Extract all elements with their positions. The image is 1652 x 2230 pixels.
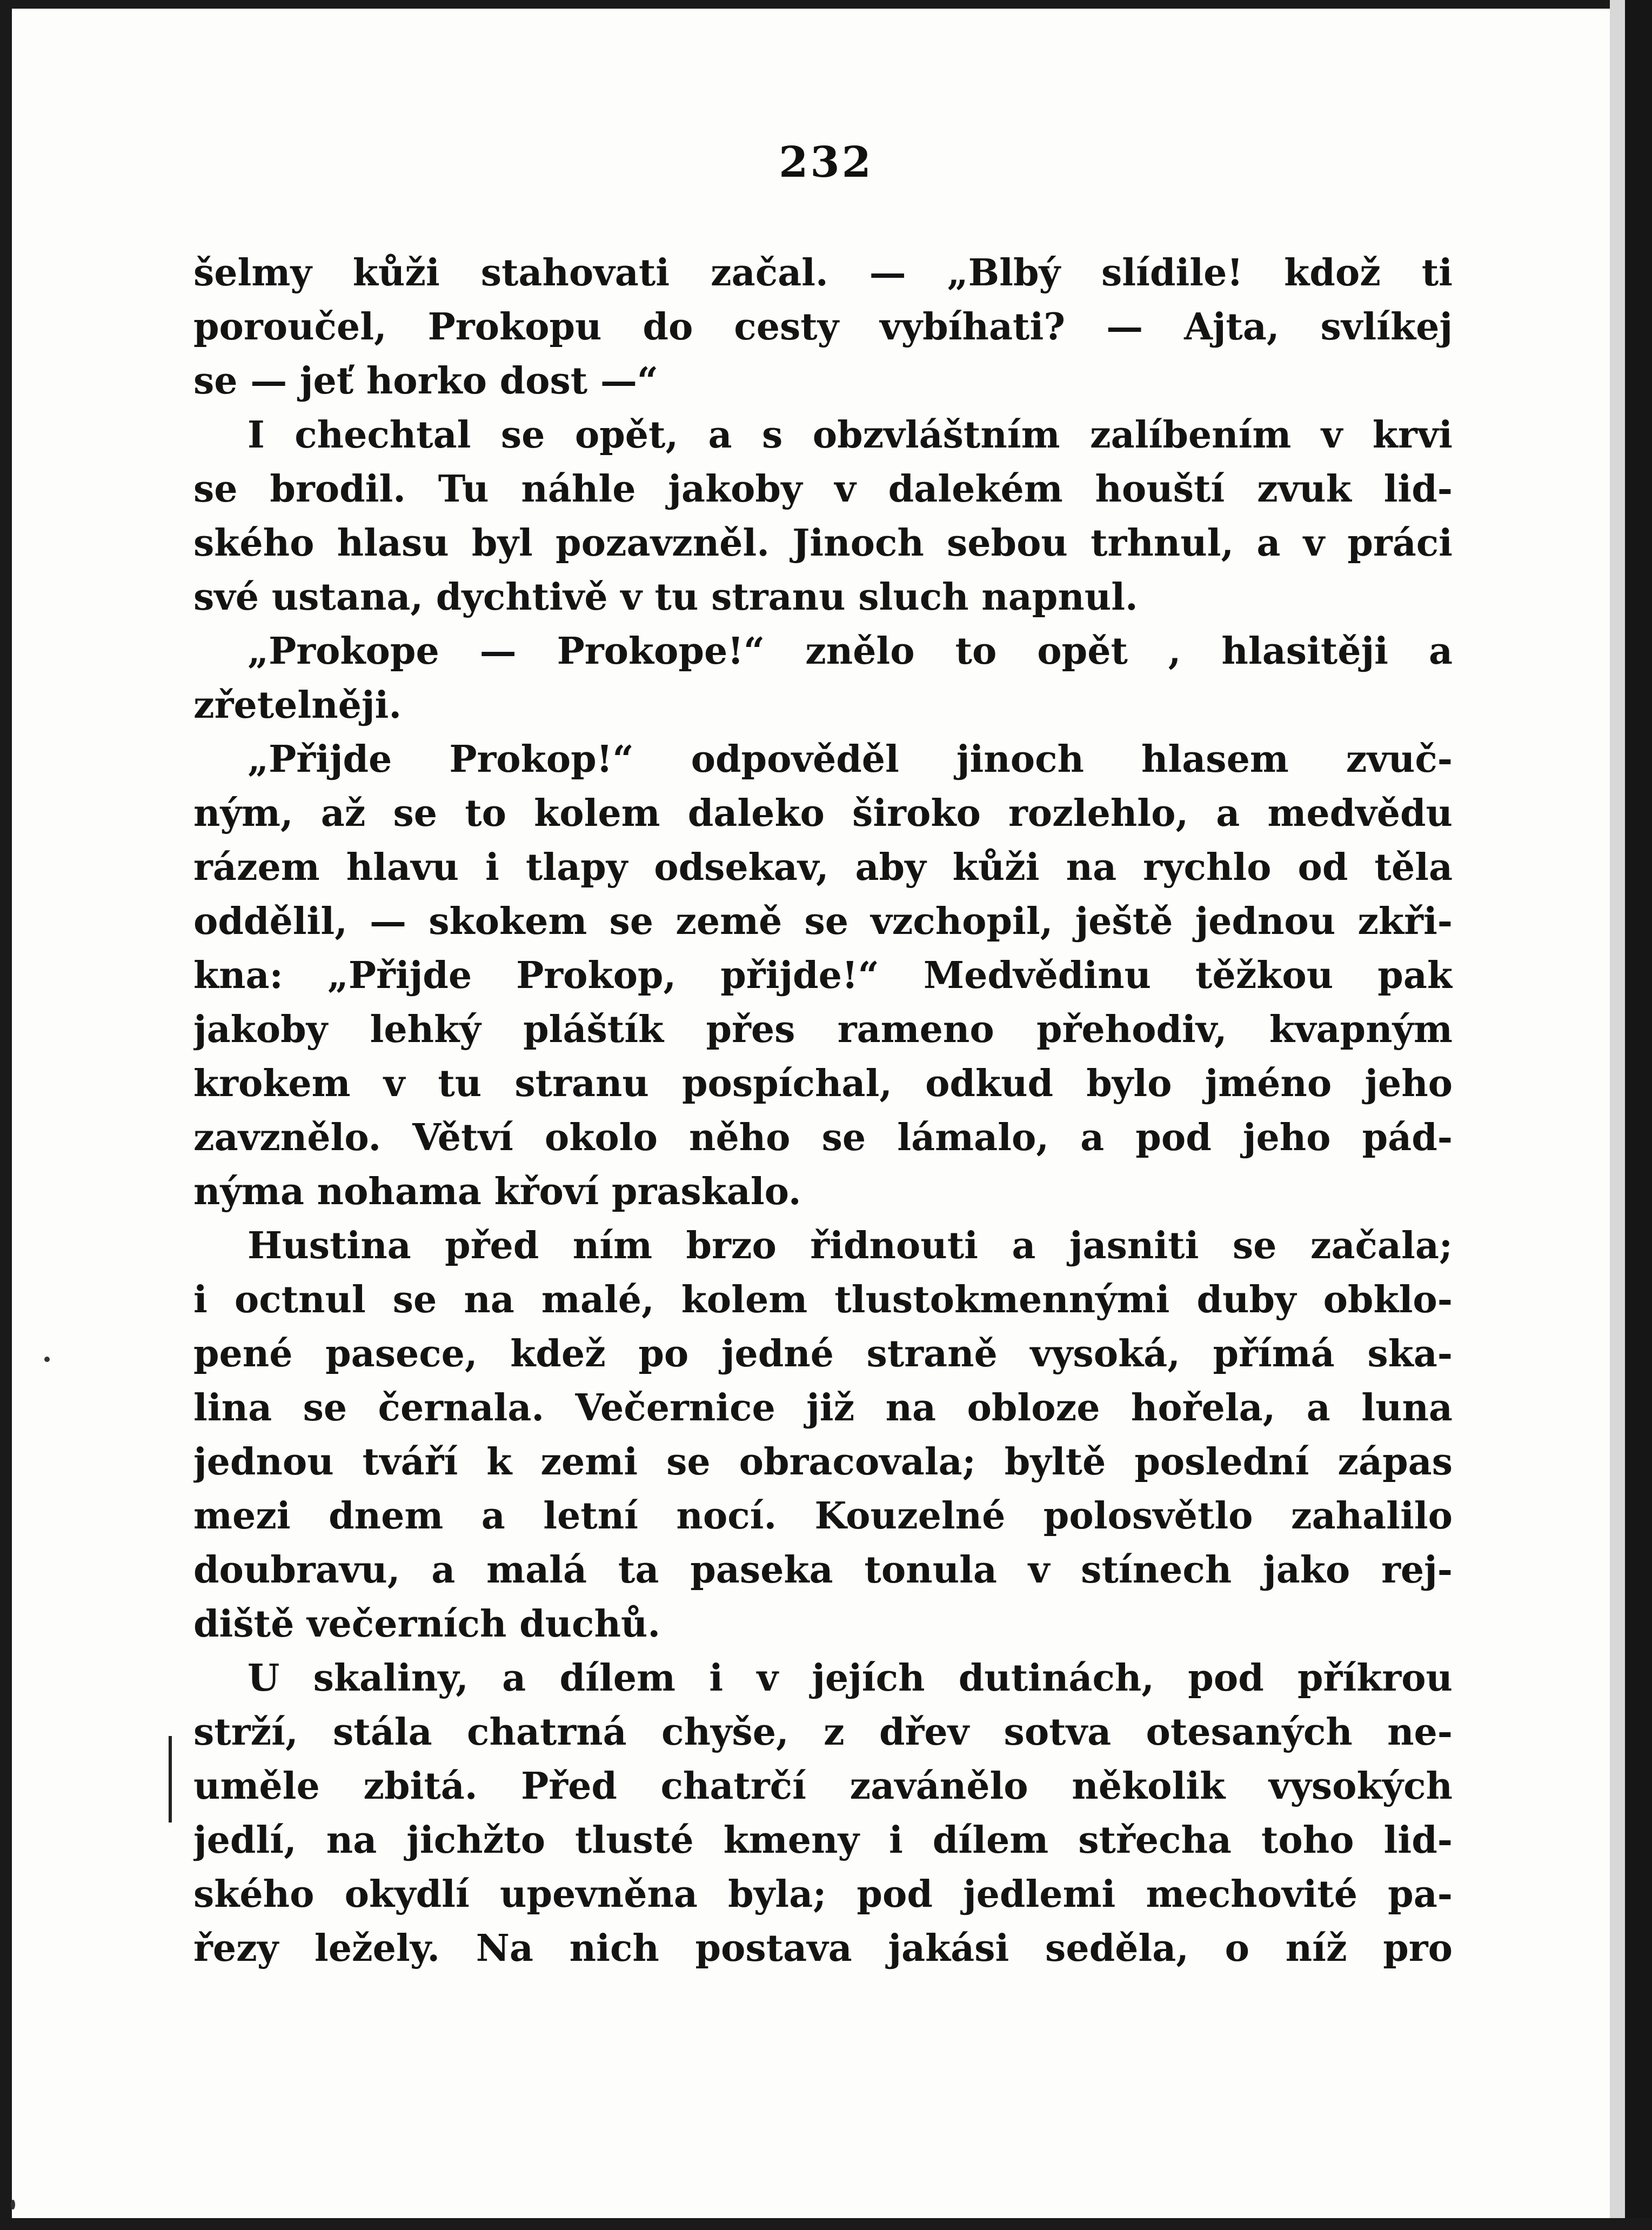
text-line: ným, až se to kolem daleko široko rozlehlo, a medvědu [193, 792, 1453, 835]
body-text [193, 246, 1453, 1975]
scan-border-top [0, 0, 1652, 9]
text-line: ského hlasu byl pozavzněl. Jinoch sebou trhnul, a v práci [193, 522, 1453, 565]
text-line: jedlí, na jichžto tlusté kmeny i dílem střecha toho lid- [193, 1819, 1453, 1862]
scan-border-bottom [0, 2218, 1652, 2230]
text-line: U skaliny, a dílem i v jejích dutinách, pod příkrou [248, 1657, 1453, 1700]
text-line: ského okydlí upevněna byla; pod jedlemi mechovité pa- [193, 1873, 1453, 1916]
text-line: uměle zbitá. Před chatrčí zavánělo několik vysokých [193, 1765, 1453, 1808]
text-line: „Prokope — Prokope!“ znělo to opět , hlasitěji a [248, 630, 1453, 673]
text-line: zřetelněji. [193, 684, 402, 727]
scan-page-edge [1610, 0, 1625, 2230]
page-number: 232 [779, 138, 873, 187]
text-line: strží, stála chatrná chyše, z dřev sotva otesaných ne- [193, 1711, 1453, 1754]
text-line: své ustana, dychtivě v tu stranu sluch napnul. [193, 576, 1138, 619]
text-line: Hustina před ním brzo řidnouti a jasniti se začala; [248, 1224, 1453, 1267]
text-line: krokem v tu stranu pospíchal, odkud bylo jméno jeho [193, 1062, 1453, 1105]
text-line: pené pasece, kdež po jedné straně vysoká, přímá ska- [193, 1332, 1453, 1376]
margin-mark [169, 1736, 172, 1822]
text-line: I chechtal se opět, a s obzvláštním zalíbením v krvi [248, 413, 1453, 457]
text-line: se — jeť horko dost —“ [193, 359, 658, 403]
text-line: mezi dnem a letní nocí. Kouzelné polosvětlo zahalilo [193, 1494, 1453, 1538]
text-line: jednou tváří k zemi se obracovala; byltě poslední zápas [193, 1440, 1453, 1484]
text-line: doubravu, a malá ta paseka tonula v stínech jako rej- [193, 1548, 1453, 1592]
scan-speck [11, 2200, 15, 2209]
text-line: se brodil. Tu náhle jakoby v dalekém houští zvuk lid- [193, 468, 1453, 511]
text-line: „Přijde Prokop!“ odpověděl jinoch hlasem zvuč- [248, 738, 1453, 781]
text-line: kna: „Přijde Prokop, přijde!“ Medvědinu těžkou pak [193, 954, 1453, 997]
text-line: rázem hlavu i tlapy odsekav, aby kůži na rychlo od těla [193, 846, 1453, 889]
text-line: diště večerních duchů. [193, 1603, 661, 1646]
text-line: i octnul se na malé, kolem tlustokmennými duby obklo- [193, 1278, 1453, 1321]
text-line: šelmy kůži stahovati začal. — „Blbý slídile! kdož ti [193, 251, 1453, 295]
scan-speck [44, 1357, 50, 1362]
text-line: nýma nohama křoví praskalo. [193, 1170, 801, 1213]
text-line: poroučel, Prokopu do cesty vybíhati? — Ajta, svlíkej [193, 305, 1453, 349]
scan-border-right [1625, 0, 1652, 2230]
text-line: zavznělo. Větví okolo něho se lámalo, a pod jeho pád- [193, 1116, 1453, 1159]
text-line: řezy ležely. Na nich postava jakási seděla, o níž pro [193, 1927, 1453, 1970]
scan-border-left [0, 0, 12, 2230]
text-line: jakoby lehký pláštík přes rameno přehodiv, kvapným [193, 1008, 1453, 1051]
text-line: oddělil, — skokem se země se vzchopil, ještě jednou zkři- [193, 900, 1453, 943]
text-line: lina se černala. Večernice již na obloze hořela, a luna [193, 1386, 1453, 1430]
